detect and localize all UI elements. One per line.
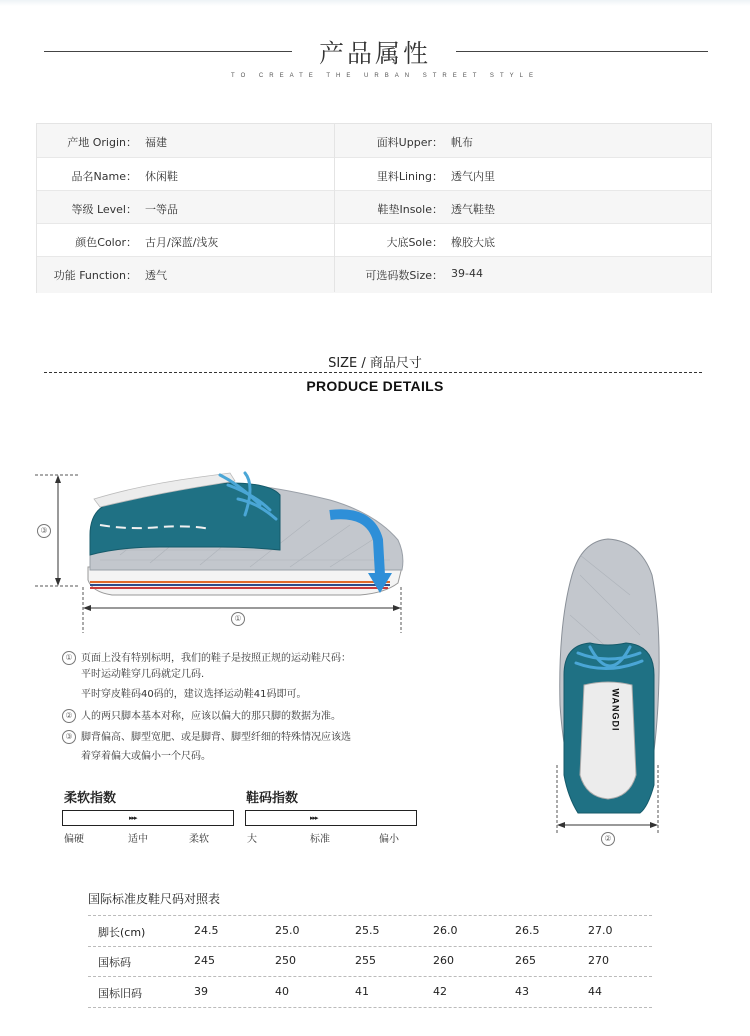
size-cell: 26.5 [515, 924, 540, 937]
size-section-title: SIZE / 商品尺寸 [328, 356, 422, 371]
softness-label-medium: 适中 [128, 834, 148, 845]
size-cell: 40 [275, 985, 289, 998]
size-cell: 260 [433, 954, 454, 967]
page-title: 产品属性 [318, 39, 431, 68]
attr-label: 面料Upper： [376, 136, 443, 149]
note-3-line-1: 脚背偏高、脚型宽肥、或是脚背、脚型纤细的特殊情况应该选 [81, 732, 351, 743]
note-2-marker: ② [62, 709, 76, 723]
page-subtitle: TO CREATE THE URBAN STREET STYLE [231, 73, 539, 79]
note-1-line-2: 平时运动鞋穿几码就定几码. [81, 669, 205, 680]
size-cell: 265 [515, 954, 536, 967]
attr-value: 古月/深蓝/浅灰 [145, 236, 219, 249]
size-cell: 41 [355, 985, 369, 998]
title-rule-right [456, 51, 708, 52]
size-indicator: ▸▸▸ [310, 814, 318, 822]
attr-value: 休闲鞋 [145, 170, 178, 183]
attr-label: 功能 Function： [53, 269, 137, 282]
attr-label: 大底Sole： [386, 236, 443, 249]
attr-label: 里料Lining： [376, 170, 443, 183]
row-label: 国标码 [98, 956, 131, 969]
size-chart-title: 国际标准皮鞋尺码对照表 [88, 892, 221, 906]
size-label-standard: 标准 [310, 834, 330, 845]
top-shoe-diagram [550, 535, 665, 835]
softness-label-soft: 柔软 [189, 834, 209, 845]
attr-value: 透气鞋垫 [451, 203, 495, 216]
size-cell: 255 [355, 954, 376, 967]
softness-label-hard: 偏硬 [64, 834, 84, 845]
attribute-row [37, 190, 711, 224]
note-2-line-1: 人的两只脚本基本对称，应该以偏大的那只脚的数据为准。 [81, 711, 341, 722]
size-section-subtitle: PRODUCE DETAILS [306, 378, 444, 394]
note-3-line-2: 着穿着偏大或偏小一个尺码。 [81, 751, 211, 762]
top-border [0, 0, 750, 6]
width-marker: ② [601, 832, 615, 846]
title-rule-left [44, 51, 292, 52]
attr-label: 等级 Level： [71, 203, 137, 216]
attr-label: 颜色Color： [75, 236, 137, 249]
size-label-small: 偏小 [379, 834, 399, 845]
attr-value: 帆布 [451, 136, 473, 149]
size-cell: 27.0 [588, 924, 613, 937]
section-divider [44, 372, 702, 373]
attr-value: 橡胶大底 [451, 236, 495, 249]
length-marker: ① [231, 612, 245, 626]
row-label: 脚长(cm) [98, 926, 146, 939]
size-cell: 26.0 [433, 924, 458, 937]
size-chart-row [88, 977, 652, 1008]
note-1-marker: ① [62, 651, 76, 665]
attr-value: 39-44 [451, 267, 483, 280]
attribute-table [36, 123, 712, 293]
attr-value: 透气内里 [451, 170, 495, 183]
softness-indicator: ▸▸▸ [129, 814, 137, 822]
note-3-marker: ③ [62, 730, 76, 744]
table-divider [334, 124, 335, 292]
size-cell: 42 [433, 985, 447, 998]
note-1-line-3: 平时穿皮鞋码40码的，建议选择运动鞋41码即可。 [81, 689, 307, 700]
row-label: 国标旧码 [98, 987, 142, 1000]
height-marker: ③ [37, 524, 51, 538]
attr-value: 一等品 [145, 203, 178, 216]
attribute-row [37, 256, 711, 293]
size-cell: 25.0 [275, 924, 300, 937]
attribute-row [37, 223, 711, 257]
size-chart-row [88, 915, 652, 947]
softness-index-title: 柔软指数 [64, 791, 117, 806]
size-cell: 43 [515, 985, 529, 998]
attr-label: 鞋垫Insole： [377, 203, 443, 216]
attribute-row [37, 124, 711, 157]
brand-logo: WANGDI [610, 688, 621, 732]
size-chart-row [88, 946, 652, 977]
size-index-bar [245, 810, 417, 826]
attr-label: 品名Name： [71, 170, 137, 183]
size-cell: 245 [194, 954, 215, 967]
size-label-large: 大 [247, 834, 257, 845]
size-cell: 25.5 [355, 924, 380, 937]
attr-label: 产地 Origin： [67, 136, 137, 149]
attr-value: 福建 [145, 136, 167, 149]
attr-value: 透气 [145, 269, 167, 282]
size-cell: 250 [275, 954, 296, 967]
size-cell: 39 [194, 985, 208, 998]
attribute-row [37, 157, 711, 191]
size-index-title: 鞋码指数 [246, 791, 299, 806]
size-cell: 44 [588, 985, 602, 998]
side-shoe-diagram [30, 455, 420, 635]
softness-index-bar [62, 810, 234, 826]
note-1-line-1: 页面上没有特别标明，我们的鞋子是按照正规的运动鞋尺码： [81, 653, 351, 664]
size-cell: 270 [588, 954, 609, 967]
attr-label: 可选码数Size： [365, 269, 443, 282]
size-cell: 24.5 [194, 924, 219, 937]
